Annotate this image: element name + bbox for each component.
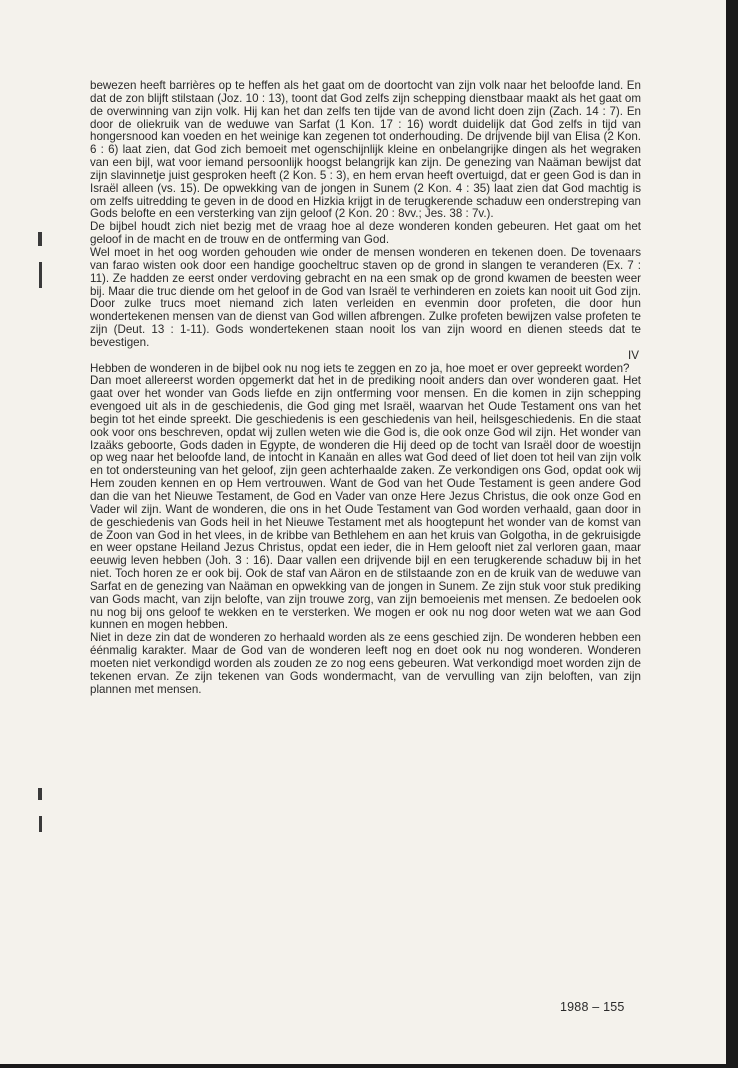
margin-mark [39, 262, 42, 288]
margin-mark [38, 788, 42, 800]
margin-mark [39, 816, 42, 832]
body-text [90, 80, 641, 697]
paragraph: Hebben de wonderen in de bijbel ook nu nog iets te zeggen en zo ja, hoe moet er over gepreekt worden? [90, 361, 630, 375]
margin-mark [38, 232, 42, 246]
paragraph: Niet in deze zin dat de wonderen zo herhaald worden als ze eens geschied zijn. De wonderen hebben een éénmalig karakter. Maar de God van de wonderen leeft nog en doet ook nu nog wonderen. Wonderen moeten niet verkondigd worden als zouden ze zo nog eens gebeuren. Wat verkondigd moet worden zijn de tekenen ervan. Ze zijn tekenen van Gods wondermacht, van de vervulling van zijn beloften, van zijn plannen met mensen. [90, 631, 641, 696]
section-marker: IV [628, 348, 639, 362]
paragraph: bewezen heeft barrières op te heffen als het gaat om de doortocht van zijn volk naar het beloofde land. En dat de zon blijft stilstaan (Joz. 10 : 13), toont dat God zelfs zijn schepping dienstbaar maakt als het gaat om de overwinning van zijn volk. Hij kan het dan zelfs ten tijde van de avond licht doen zijn (Zach. 14 : 7). En door de oliekruik van de weduwe van Sarfat (1 Kon. 17 : 16) wordt duidelijk dat God zelfs in tijd van hongersnood kan voeden en het weinige kan zegenen tot onderhouding. De drijvende bijl van Elisa (2 Kon. 6 : 6) laat zien, dat God zich bemoeit met ogenschijnlijk kleine en onbelangrijke dingen als het wegraken van een bijl, wat voor iemand persoonlijk hoogst belangrijk kan zijn. De genezing van Naäman bewijst dat zijn slavinnetje juist gesproken heeft (2 Kon. 5 : 3), en hem ervan heeft overtuigd, dat er geen God is dan in Israël alleen (vs. 15). De opwekking van de jongen in Sunem (2 Kon. 4 : 35) laat zien dat God machtig is om zelfs uitredding te geven in de dood en Hizkia krijgt in de terugkerende schaduw een onderstreping van Gods belofte en een versterking van zijn geloof (2 Kon. 20 : 8vv.; Jes. 38 : 7v.). [90, 79, 641, 221]
paragraph: De bijbel houdt zich niet bezig met de vraag hoe al deze wonderen konden gebeuren. Het gaat om het geloof in de macht en de trouw en de ontferming van God. [90, 220, 641, 247]
paragraph: Wel moet in het oog worden gehouden wie onder de mensen wonderen en tekenen doen. De tovenaars van farao wisten ook door een handige goocheltruc staven op de grond in slangen te veranderen (Ex. 7 : 11). Ze hadden ze eerst onder verdoving gebracht en na een smak op de grond kwamen de beesten weer bij. Maar die truc diende om het geloof in de God van Israël te verhinderen en zoiets kan nooit uit God zijn. Door zulke trucs moet niemand zich laten verleiden en evenmin door profeten, die door hun wondertekenen mensen van de dienst van God willen afbrengen. Zulke profeten bewijzen valse profeten te zijn (Deut. 13 : 1-11). Gods wondertekenen staan nooit los van zijn woord en dienen steeds dat te bevestigen. [90, 245, 641, 349]
page-number: 1988 – 155 [560, 1000, 625, 1014]
paragraph: Dan moet allereerst worden opgemerkt dat het in de prediking nooit anders dan over wonderen gaat. Het gaat over het wonder van Gods liefde en zijn ontferming voor mensen. En die komen in zijn schepping evengoed uit als in de geschiedenis, die God ging met Israël, waarvan het Oude Testament ons van het begin tot het einde spreekt. Die geschiedenis is een geschiedenis van heil, heilsgeschiedenis. En die staat ook voor ons beschreven, opdat wij zullen weten wie die God is, die ook onze God wil zijn. Het wonder van Izaäks geboorte, Gods daden in Egypte, de wonderen die Hij deed op de tocht van Israël door de woestijn op weg naar het beloofde land, de intocht in Kanaän en alles wat God deed of liet doen tot heil van zijn volk en tot ondersteuning van het geloof, zijn geen achterhaalde zaken. Ze verkondigen ons God, opdat ook wij Hem zouden kennen en op Hem vertrouwen. Want de God van het Oude Testament is geen andere God dan die van het Nieuwe Testament, de God en Vader van onze Here Jezus Christus, die ook onze God en Vader wil zijn. Want de wonderen, die ons in het Oude Testament van God worden verhaald, gaan door in de geschiedenis van Gods heil in het Nieuwe Testament met als hoogtepunt het wonder van de komst van de Zoon van God in het vlees, in de kribbe van Bethlehem en aan het kruis van Golgotha, in de gekruisigde en weer opstane Heiland Jezus Christus, opdat een ieder, die in Hem gelooft niet zal verloren gaan, maar eeuwig leven hebben (Joh. 3 : 16). Daar vallen een drijvende bijl en een terugkerende schaduw bij in het niet. Toch horen ze er ook bij. Ook de staf van Aäron en de stilstaande zon en de kruik van de weduwe van Sarfat en de genezing van Naäman en opwekking van de jongen in Sunem. Ze zijn stuk voor stuk prediking van Gods macht, van zijn belofte, van zijn trouwe zorg, van zijn bemoeienis met mensen. Ze bedoelen ook nu nog bij ons geloof te wekken en te versterken. We mogen er ook nu nog door weten wat we aan God kunnen en mogen hebben. [90, 374, 641, 632]
